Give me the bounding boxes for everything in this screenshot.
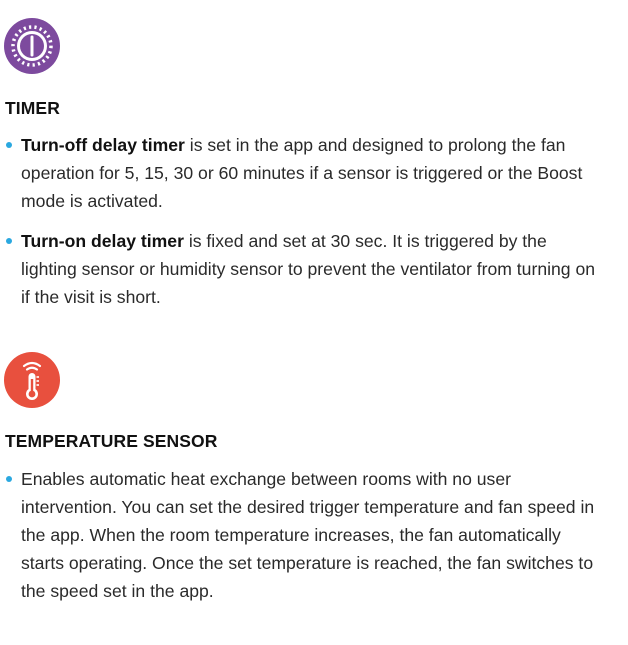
thermometer-icon <box>4 352 60 408</box>
temperature-sensor-heading: TEMPERATURE SENSOR <box>5 431 218 451</box>
feature-description: Enables automatic heat exchange between rooms with no user intervention. You can set the desired trigger temperature and fan speed in the app. When the room temperature increases, the fan automatically starts operating. Once the set temperature is reached, the fan switches to the speed set in the app. <box>21 469 595 601</box>
feature-name: Turn-on delay timer <box>21 231 184 251</box>
timer-dial-icon <box>4 18 60 74</box>
list-item <box>0 131 600 215</box>
list-item <box>0 227 600 311</box>
feature-description: is fixed and set at 30 sec. It is triggered by the lighting sensor or humidity sensor to prevent the ventilator from turning on if the visit is short. <box>21 231 596 307</box>
timer-heading: TIMER <box>5 98 60 118</box>
list-item <box>0 465 600 605</box>
feature-description: is set in the app and designed to prolong the fan operation for 5, 15, 30 or 60 minutes if a sensor is triggered or the Boost mode is activated. <box>21 135 583 211</box>
temperature-feature-list <box>0 465 600 617</box>
timer-feature-list <box>0 131 600 323</box>
feature-name: Turn-off delay timer <box>21 135 185 155</box>
